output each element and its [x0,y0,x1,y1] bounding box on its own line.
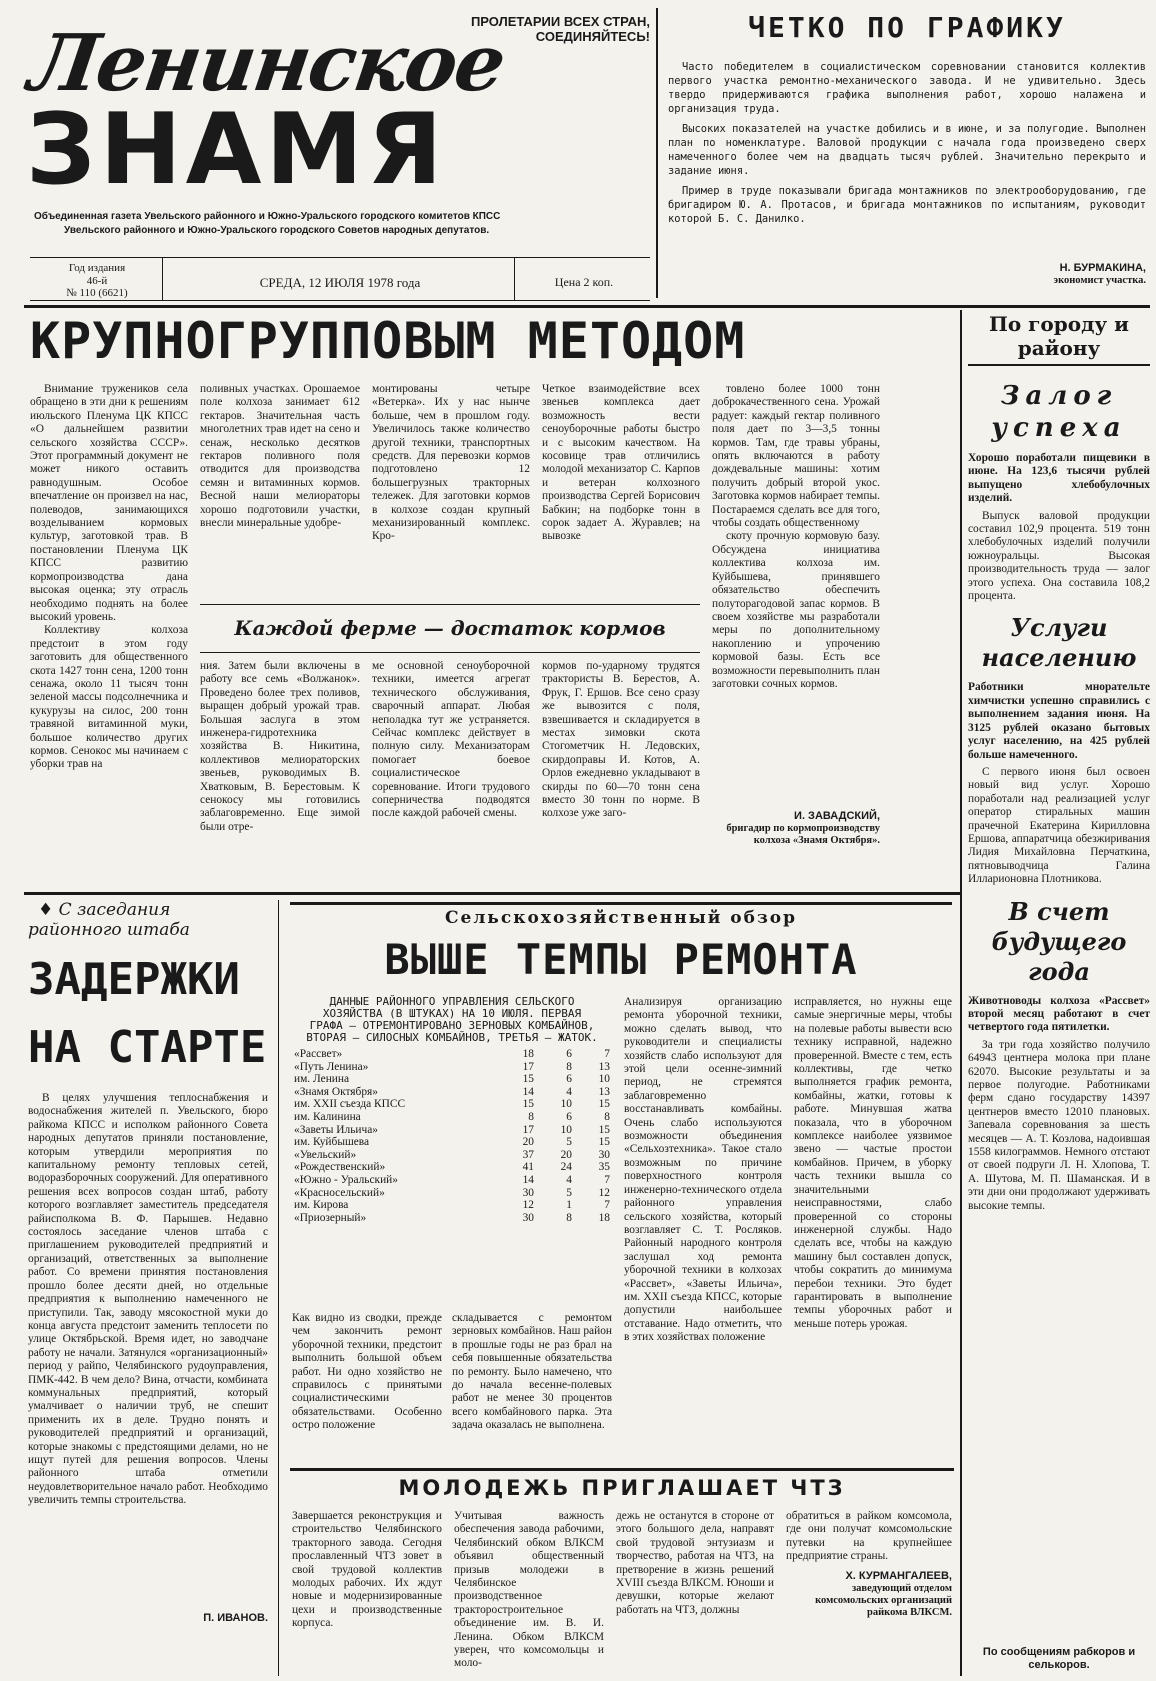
review-table-row [292,1212,612,1225]
grain-combines-cell: 15 [522,1073,534,1086]
review-col-a: Как видно из сводки, прежде чем закончить ремонт уборочной техники, предстоит выполнить большой объем работ. Ни одно хозяйство не справилось с принятыми социалистическими обязательствами. Особенно остро положение [292,1312,442,1432]
grain-combines-cell: 37 [522,1148,534,1161]
silage-combines-cell: 6 [566,1110,572,1123]
review-table [292,1048,612,1224]
main-col-3b: ме основной сеноуборочной техники, имеется агрегат технического обслуживания, сварочный аппарат. Любая неполадка тут же устраняется. Сейчас комплекс действует в полную силу. Механизаторам помогает боевое социалистическое соревнование. Итоги трудового соперничества подводятся после каждой рабочей смены. [372,660,530,820]
main-col-3: монтированы четыре «Ветерка». Их у нас нынче больше, чем в прошлом году. Увеличилось также количество другой техники, транспортных средств. Для перевозки кормов подготовлено 12 большегрузных тракторных тележек. Для заготовки кормов в колхозе создан крупный механизированный комплекс. Кро- [372,383,530,543]
grain-combines-cell: 14 [522,1173,534,1186]
farm-name-cell: им. Ленина [294,1073,350,1086]
silage-combines-cell: 1 [566,1199,572,1212]
farm-name-cell: «Путь Ленина» [294,1060,369,1073]
review-col-b: складывается с ремонтом зерновых комбайнов. Наш район в прошлые годы не раз брал на себя повышенные обязательства по ремонту. Было намечено, что до начала весенне-полевых работ не менее 30 процентов всего комбайнового парка. Эта задача оказалась не выполнена. [452,1312,612,1432]
sidebar-s2-title: Услуги населению [981,613,1137,673]
sidebar-s2-text [968,766,1150,887]
reapers-cell: 15 [598,1136,610,1149]
main-col-1-continue: Коллективу колхоза предстоит в этом году заготовить для общественного скота 1427 тонн сена, 1200 тонн сенажа, около 11 тысяч тонн зеленой массы подсолнечника и кукурузы на силос, 200 тонн травяной витаминной муки, большое количество других кормов. Сенокос мы начинаем с уборки трав на [30,624,188,771]
silage-combines-cell: 5 [566,1136,572,1149]
reapers-cell: 13 [598,1060,610,1073]
review-table-row [292,1098,612,1111]
delays-paragraph: В целях улучшения теплоснабжения и водоснабжения жителей п. Увельского, бюро райкома КПСС и исполком районного Совета народных депутатов приняли постановление, которым утвердили мероприятия по капитальному ремонту тепловых сетей, водоразборочных сооружений. Для оперативного решения всех вопросов создан штаб, работу которого возглавляет заместитель председателя райисполкома В. Ф. Парышев. Недавно состоялось заседание членов штаба с приглашением руководителей предприятий и организаций, ответственных за выполнение работ. Со времени принятия постановления прошло более десяти дней, но отдельные предприятия к выполнению намеченного не приступили. Так, заводу мясокостной муки до конца августа предстоит заменить теплосети по улице Октябрьской. Время идет, но заводчане работу не начали. Затянулся «организационный» период у райпо, Челябинского рудоуправления, ПМК-442. В чем дело? Вина, отчасти, комбината коммунальных предприятий, который умалчивает о наличии труб, не спешит применить их в деле. Трудно понять и руководителей предприятий и организаций, которые знакомы с предстоящими делами, но не ищут путей для решения вопросов. Члены районного штаба отметили неудовлетворительное начало работ. Необходимо увеличить темпы строительства. [28,1092,268,1507]
reapers-cell: 7 [604,1048,610,1060]
farm-name-cell: «Красносельский» [294,1186,385,1199]
delays-text [28,1092,268,1610]
grain-combines-cell: 30 [522,1186,534,1199]
farm-name-cell: «Приозерный» [294,1211,367,1224]
review-banner: Сельскохозяйственный обзор [290,902,952,928]
reapers-cell: 15 [598,1123,610,1136]
reapers-cell: 10 [598,1073,610,1086]
party-slogan: ПРОЛЕТАРИИ ВСЕХ СТРАН, СОЕДИНЯЙТЕСЬ! [470,14,650,44]
farm-name-cell: «Увельский» [294,1148,357,1161]
review-table-row [292,1174,612,1187]
sidebar-s1-paragraph: Выпуск валовой продукции составил 102,9 процента. 519 тонн хлебобулочных изделий получили южноуральцы. Высокая производительность труда — залог этого успеха. Она составила 108,2 процента. [968,509,1150,603]
delays-headline-line-2: НА СТАРТЕ [28,1022,267,1073]
sidebar-header: По городу и району [968,312,1150,366]
subtitle-line-1: Объединенная газета Увельского районного и Южно-Уральского городского комитетов КПСС [34,211,501,222]
main-col-1 [30,383,188,883]
review-table-row [292,1086,612,1099]
reapers-cell: 7 [604,1199,610,1212]
grain-combines-cell: 12 [522,1199,534,1212]
farm-name-cell: им. Кирова [294,1199,349,1212]
youth-headline: МОЛОДЕЖЬ ПРИГЛАШАЕТ ЧТЗ [398,1476,846,1500]
review-col-c: Анализируя организацию ремонта уборочной техники, можно сделать вывод, что руководители и специалисты хозяйств слабо используют для этой цели осенне-зимний период, не стремятся заблаговременно восстанавливать комбайны. Очень слабо используются возможности объединения «Сельхозтехника». Такое стало возможным по причине поверхностного контроля инженерно-технического отдела районного управления сельского хозяйства, который возглавляет С. Т. Росляков. Районный народного контроля заслушал ход ремонта уборочной техники в колхозах «Рассвет», «Заветы Ильича», им. XXII съезда КПСС, которые допустили наибольшее отставание. Надо отметить, что в этих хозяйствах положение [624,996,782,1344]
delays-headline [28,946,268,1082]
youth-col-3: дежь не останутся в стороне от этого большого дела, направят свой трудовой энтузиазм и творчество, работая на ЧТЗ, на претворение в жизнь решений XVIII съезда ВЛКСМ. Юноши и девушки, которые желают работать на ЧТЗ, должны [616,1510,774,1616]
sidebar-s2-paragraph: С первого июня был освоен новый вид услуг. Хорошо поработали над реализацией услуг оператор стиральных машин прачечной Екатерина Кирилловна Ершова, аппаратчица обезжиривания Лидия Михайловна Перчаткина, пятновыводчица Галина Илларионовна Плотникова. [968,765,1150,886]
grain-combines-cell: 41 [522,1161,534,1174]
farm-name-cell: «Рассвет» [294,1048,343,1060]
review-table-caption: ДАННЫЕ РАЙОННОГО УПРАВЛЕНИЯ СЕЛЬСКОГО ХОЗЯЙСТВА (В ШТУКАХ) НА 10 ИЮЛЯ. ПЕРВАЯ ГРАФА — ОТРЕМОНТИРОВАНО ЗЕРНОВЫХ КОМБАЙНОВ, ВТОРАЯ — СИЛОСНЫХ КОМБАЙНОВ, ТРЕТЬЯ — ЖАТОК. [306,995,598,1044]
silage-combines-cell: 5 [566,1186,572,1199]
main-col-1-text: Внимание тружеников села обращено в эти дни к решениям июльского Пленума ЦК КПСС «О дальнейшем развитии сельского хозяйства СССР». Этот программный документ не может никого оставить равнодушным. Особое впечатление он произвел на нас, полеводов, занимающихся возделыванием кормовых культур, заготовкой трав. В постановлении Пленума ЦК КПСС развитию кормопроизводства дана высокая оценка; эту отрасль необходимо поднять на более высокий уровень. [30,383,188,623]
reapers-cell: 18 [598,1211,610,1224]
main-headline: КРУПНОГРУППОВЫМ МЕТОДОМ [30,312,746,370]
reapers-cell: 12 [598,1186,610,1199]
farm-name-cell: им. Куйбышева [294,1136,370,1149]
review-table-block [292,996,612,1306]
youth-last-text: обратиться в райком комсомола, где они получат комсомольские путевки на крупнейшее предприятие страны. [786,1510,952,1563]
schedule-paragraph: Пример в труде показывали бригада монтажников по электрооборудованию, где бригадиром Ю. А. Протасов, и бригада монтажников по испытаниям, руководит которой Б. С. Данилко. [668,185,1146,225]
farm-name-cell: «Рождественский» [294,1161,386,1174]
schedule-paragraph: Часто победителем в социалистическом соревновании становится коллектив первого участка ремонтно-механического завода. И не удивительно. Здесь твердо придерживаются графика выполнения работ, хорошо налажена и организация труда. [668,61,1146,115]
reapers-cell: 35 [598,1161,610,1174]
schedule-paragraph: Высоких показателей на участке добились и в июне, и за полугодие. Выполнен план по номенклатуре. Валовой продукции с начала года произведено сверх намеченного более чем на двадцать тысяч рублей. Значительно перекрыто и задание июня. [668,123,1146,177]
silage-combines-cell: 10 [560,1098,572,1111]
sidebar-s2-lead: Работники мнорательте химчистки успешно справились с выполнением задания июня. На 3125 рублей оказано бытовых услуг населению, на 425 рублей больше намеченного. [968,681,1150,761]
youth-col-1: Завершается реконструкция и строительство Челябинского тракторного завода. Сегодня прославленный ЧТЗ зовет в свой трудовой коллектив молодых рабочих. Их ждут новые и модернизированные цехи и производственные корпуса. [292,1510,442,1630]
delays-kicker [28,900,268,940]
review-table-row [292,1199,612,1212]
silage-combines-cell: 24 [560,1161,572,1174]
sidebar-s1-text [968,510,1150,604]
reapers-cell: 13 [598,1085,610,1098]
silage-combines-cell: 6 [566,1073,572,1086]
sidebar-s3-lead: Животноводы колхоза «Рассвет» второй месяц работают в счет четвертого года пятилетки. [968,994,1150,1034]
main-subhead: Каждой ферме — достаток кормов [234,616,666,640]
silage-combines-cell: 4 [566,1173,572,1186]
farm-name-cell: им. Калинина [294,1110,361,1123]
sidebar-footer: По сообщениям рабкоров и селькоров. [982,1646,1136,1671]
review-table-row [292,1161,612,1174]
issue-number: № 110 (6621) [66,287,128,299]
masthead-title-main: ЗНАМЯ [26,93,447,207]
delays-headline-line-1: ЗАДЕРЖКИ [28,954,240,1005]
silage-combines-cell: 4 [566,1085,572,1098]
youth-col-2: Учитывая важность обеспечения завода рабочими, Челябинский обком ВЛКСМ объявил общественный призыв молодежи в Челябинское производственное тракторостроительное объединение им. В. И. Ленина. Обком ВЛКСМ уверен, что комсомольцы и моло- [454,1510,604,1670]
grain-combines-cell: 18 [522,1048,534,1060]
farm-name-cell: «Южно - Уральский» [294,1173,398,1186]
review-table-row [292,1048,612,1061]
silage-combines-cell: 8 [566,1060,572,1073]
main-signature [712,810,880,886]
schedule-box-title: ЧЕТКО ПО ГРАФИКУ [748,11,1066,44]
schedule-author: Н. БУРМАКИНА, [1059,262,1146,274]
silage-combines-cell: 20 [560,1148,572,1161]
grain-combines-cell: 15 [522,1098,534,1111]
kicker-text: С заседания [58,900,171,920]
year-value: 46-й [86,274,108,287]
delays-article [28,900,268,1676]
grain-combines-cell: 30 [522,1211,534,1224]
schedule-box [668,10,1146,300]
youth-col-4 [786,1510,952,1676]
review-table-row [292,1124,612,1137]
masthead-subtitle [34,210,654,242]
main-col-4b: кормов по-ударному трудятся трактористы В. Берестов, А. Фрук, Г. Ершов. Все сено сразу же вывозится с поля, взвешивается и складируется в местах зимовки скота Стогометчик Н. Ледовских, скирдоправы И. Котов, А. Орлов ежедневно укладывают в скирды по 60—70 тонн сена вместо 30 тонн по норме. В колхозе уже заго- [542,660,700,820]
main-author-role: бригадир по кормопроизводству колхоза «Знамя Октября». [726,823,880,846]
review-table-row [292,1136,612,1149]
sidebar [968,312,1150,1676]
grain-combines-cell: 14 [522,1085,534,1098]
year-label: Год издания [68,262,126,274]
schedule-author-role: экономист участка. [1053,275,1146,286]
main-col-2: поливных участках. Орошаемое поле колхоза занимает 612 гектаров. Значительная часть многолетних трав идет на сено и сенаж, несколько десятков гектаров поливного поля отводится для производства семян и витаминных кормов. Весной наши мелиораторы хорошо подготовили участки, внесли минеральные удобре- [200,383,360,530]
reapers-cell: 8 [604,1110,610,1123]
delays-kicker-line-1: ♦ С заседания [38,900,171,920]
reapers-cell: 30 [598,1148,610,1161]
sidebar-s3-text [968,1039,1150,1213]
main-col-4: Четкое взаимодействие всех звеньев комплекса дает возможность вести сеноуборочные работы быстро и с высоким качеством. На косовице трав отличились молодой механизатор С. Карпов и ветеран колхозного производства Сергей Борисович Бабкин; на подборке тонн в сорок задает А. Журавлев; на вывозке [542,383,700,543]
review-table-row [292,1187,612,1200]
review-table-row [292,1111,612,1124]
delays-author: П. ИВАНОВ. [203,1612,268,1624]
main-col-5-text: товлено более 1000 тонн доброкачественного сена. Урожай радует: каждый гектар поливного поля дает по 3—3,5 тонны кормов. Там, где травы убраны, опять включаются в работу дождевальные машины: хотим получить добрый второй укос. Заготовка кормов набирает темпы. Постараемся сделать все для того, чтобы создать общественному [712,383,880,530]
sidebar-s3-paragraph: За три года хозяйство получило 64943 центнера молока при плане 62070. Высокие результаты и за первое полугодие. Работниками ферм сдано государству 14397 центнеров вместо 12010 плановых. Запевала соревнования за шесть месяцев — А. Т. Козлова, надоившая 1558 килограммов. Немного отстают от своей подруги Л. Н. Хлопова, Т. А. Шутова, М. П. Шаманская. И в эти дни они продолжают удерживать высокие темпы. [968,1038,1150,1212]
delays-kicker-line-2: районного штаба [28,920,190,940]
issue-info [36,262,158,300]
sidebar-s3-title: В счет будущего года [991,896,1127,986]
review-table-row [292,1061,612,1074]
sidebar-s1-lead: Хорошо поработали пищевики в июне. На 123,6 тысячи рублей выпущено хлебобулочных изделий. [968,452,1150,505]
main-col-2b: ния. Затем были включены в работу все семь «Волжанок». Проведено более трех поливов, выращен добрый урожай трав. Большая заслуга в этом инженера-гидротехника хозяйства В. Никитина, коллективов мелиораторских звеньев, руководимых В. Хватковым, В. Берестовым. К сенокосу мы готовились заблаговременно. Еще зимой были отре- [200,660,360,833]
grain-combines-cell: 17 [522,1123,534,1136]
youth-author: Х. КУРМАНГАЛЕЕВ, [845,1569,952,1582]
main-author: И. ЗАВАДСКИЙ, [794,810,880,822]
review-table-row [292,1149,612,1162]
silage-combines-cell: 10 [560,1123,572,1136]
review-table-row [292,1073,612,1086]
reapers-cell: 7 [604,1173,610,1186]
subtitle-line-2: Увельского районного и Южно-Уральского городского Советов народных депутатов. [64,225,490,236]
main-col-5 [712,383,880,806]
issue-price: Цена 2 коп. [554,275,614,289]
youth-author-role: заведующий отделом комсомольских организаций райкома ВЛКСМ. [815,1582,952,1618]
masthead-title-script: Ленинское [23,18,510,109]
review-headline: ВЫШЕ ТЕМПЫ РЕМОНТА [384,935,858,984]
grain-combines-cell: 20 [522,1136,534,1149]
grain-combines-cell: 17 [522,1060,534,1073]
farm-name-cell: «Знамя Октября» [294,1085,378,1098]
silage-combines-cell: 6 [566,1048,572,1060]
review-col-d: исправляется, но нужны еще самые энергичные меры, чтобы на полевые работы вывести всю технику исправной, надежно проверенной. Вместе с тем, есть коллективы, где четко выполняется график ремонта, комбайны, жатки, готовы к работе. Минувшая жатва показала, что в уборочном комплексе наиболее уязвимое звено — частые простои комбайнов. Причем, в уборку часть техники вышла со значительными неисправностями, слабо проверенной со стороны инженерной службы. Надо сделать все, чтобы на каждую машину был составлен допуск, чтобы сократить до минимума перебои техники. Это будет гарантировать в выполнение темпы уборочных работ и меньше потерь урожая. [794,996,952,1330]
issue-date: СРЕДА, 12 ИЮЛЯ 1978 года [259,275,421,290]
farm-name-cell: им. XXII съезда КПСС [294,1098,406,1111]
reapers-cell: 15 [598,1098,610,1111]
sidebar-s1-title: Залог успеха [991,381,1127,443]
main-col-5-continue: скоту прочную кормовую базу. Обсуждена инициатива коллектива колхоза им. Куйбышева, принявшего обязательство обеспечить полуторагодовой запас кормов. В своем хозяйстве мы разработали меры по дополнительному накоплению и упрочению кормовой базы. Есть все возможности перевыполнить план заготовки сочных кормов. [712,530,880,690]
silage-combines-cell: 8 [566,1211,572,1224]
farm-name-cell: «Заветы Ильича» [294,1123,378,1136]
grain-combines-cell: 8 [528,1110,534,1123]
schedule-box-text [668,60,1146,260]
